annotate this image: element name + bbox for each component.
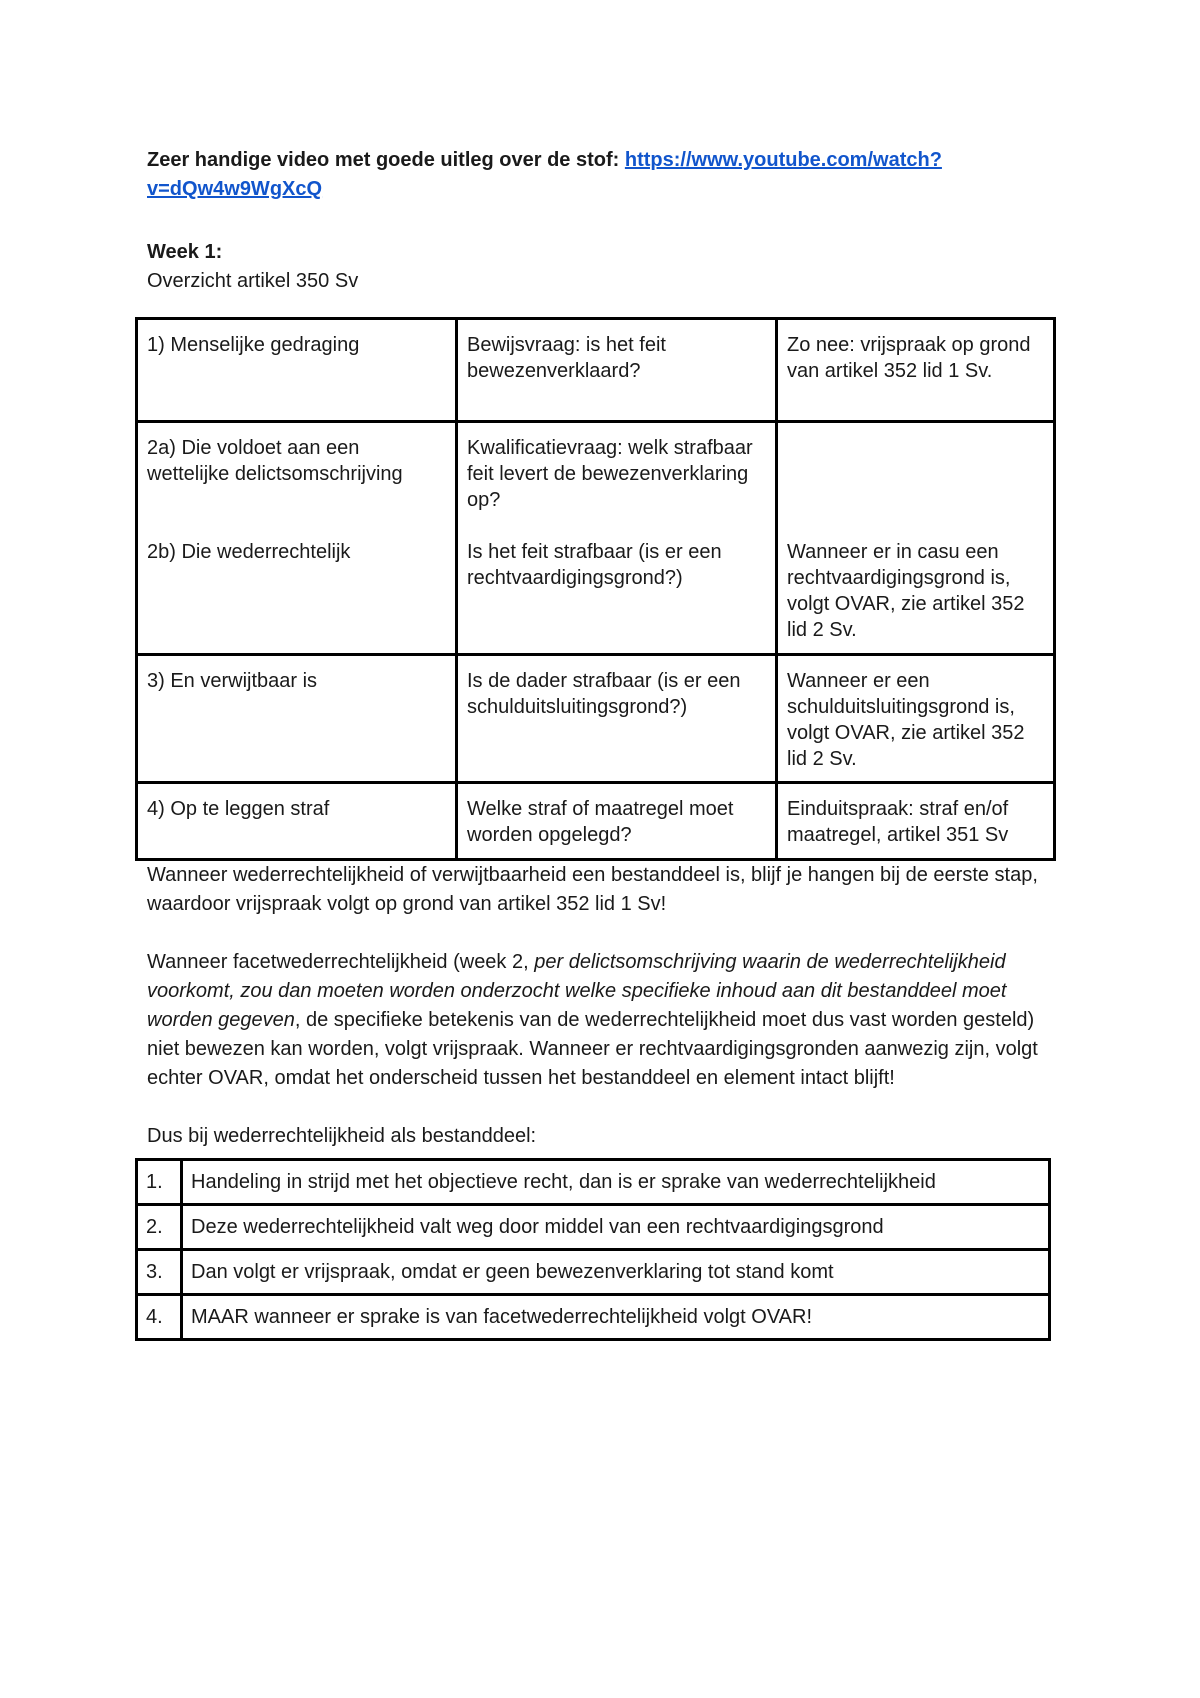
overview-cell [457,319,777,422]
overview-cell [777,655,1055,783]
overview-cell-text: Bewijsvraag: is het feit bewezenverklaard? [467,334,666,382]
overview-row [137,783,1055,860]
paragraph-first-step: Wanneer wederrechtelijkheid of verwijtbaarheid een bestanddeel is, blijf je hangen bij de eerste stap, waardoor vrijspraak volgt op grond van artikel 352 lid 1 Sv! [147,864,1038,915]
paragraph-facet: Wanneer facetwederrechtelijkheid (week 2, per delictsomschrijving waarin de wederrechtelijkheid voorkomt, zou dan moeten worden onderzocht welke specifieke inhoud aan dit bestanddeel moet worden gegeven, de specifieke betekenis van de wederrechtelijkheid moet dus vast worden gesteld) niet bewezen kan worden, volgt vrijspraak. Wanneer er rechtvaardigingsgronden aanwezig zijn, volgt echter OVAR, omdat het onderscheid tussen het bestanddeel en element intact blijft! [147,951,1038,1089]
overview-row [137,422,1055,655]
overview-cell-text: Wanneer er een schulduitsluitingsgrond is, volgt OVAR, zie artikel 352 lid 2 Sv. [787,670,1025,770]
paragraph-bestanddeel: Dus bij wederrechtelijkheid als bestanddeel: [147,1125,537,1147]
overview-cell-text: Zo nee: vrijspraak op grond van artikel 352 lid 1 Sv. [787,334,1031,382]
step-row [137,1160,1050,1205]
youtube-link[interactable]: https://www.youtube.com/watch? v=dQw4w9WgXcQ [147,149,942,200]
overview-row [137,319,1055,422]
overview-cell-text: 1) Menselijke gedraging [147,334,360,356]
week-heading: Week 1: [147,241,223,263]
overview-cell [457,655,777,783]
step-number: 1. [137,1160,182,1205]
overview-cell [137,319,457,422]
step-row [137,1295,1050,1340]
overview-cell [777,319,1055,422]
steps-table [135,1158,1051,1341]
step-row [137,1250,1050,1295]
step-row [137,1205,1050,1250]
overview-table [135,317,1056,861]
week-subtitle: Overzicht artikel 350 Sv [147,270,359,292]
overview-cell-text: Wanneer er in casu een rechtvaardigingsgrond is, volgt OVAR, zie artikel 352 lid 2 Sv. [787,541,1025,641]
step-number: 4. [137,1295,182,1340]
overview-cell-text: 4) Op te leggen straf [147,798,330,820]
overview-row [137,655,1055,783]
document-content [147,146,1063,1341]
step-number: 2. [137,1205,182,1250]
overview-cell [137,655,457,783]
intro-text: Zeer handige video met goede uitleg over de stof: [147,149,625,171]
overview-cell-text: 2b) Die wederrechtelijk [147,541,351,563]
overview-cell [137,783,457,860]
step-number: 3. [137,1250,182,1295]
overview-cell-text: Kwalificatievraag: welk strafbaar feit levert de bewezenverklaring op? [467,437,753,511]
step-text: Deze wederrechtelijkheid valt weg door middel van een rechtvaardigingsgrond [182,1205,1050,1250]
overview-cell [457,783,777,860]
step-text: MAAR wanneer er sprake is van facetwederrechtelijkheid volgt OVAR! [182,1295,1050,1340]
intro-line [147,146,1063,204]
overview-cell [777,422,1055,655]
step-text: Dan volgt er vrijspraak, omdat er geen bewezenverklaring tot stand komt [182,1250,1050,1295]
overview-cell-text: 2a) Die voldoet aan een wettelijke delictsomschrijving [147,437,403,485]
overview-cell-text: Einduitspraak: straf en/of maatregel, artikel 351 Sv [787,798,1009,846]
overview-cell [137,422,457,655]
step-text: Handeling in strijd met het objectieve recht, dan is er sprake van wederrechtelijkheid [182,1160,1050,1205]
overview-cell [457,422,777,655]
overview-cell-text: Is de dader strafbaar (is er een schulduitsluitingsgrond?) [467,670,741,718]
overview-cell-text: Welke straf of maatregel moet worden opgelegd? [467,798,734,846]
overview-cell-text: Is het feit strafbaar (is er een rechtvaardigingsgrond?) [467,541,722,589]
overview-cell [777,783,1055,860]
overview-cell-text: 3) En verwijtbaar is [147,670,318,692]
paragraph-facet-italic: per delictsomschrijving waarin de wederrechtelijkheid voorkomt, zou dan moeten worden onderzocht welke specifieke inhoud aan dit bestanddeel moet worden gegeven [147,951,1007,1031]
